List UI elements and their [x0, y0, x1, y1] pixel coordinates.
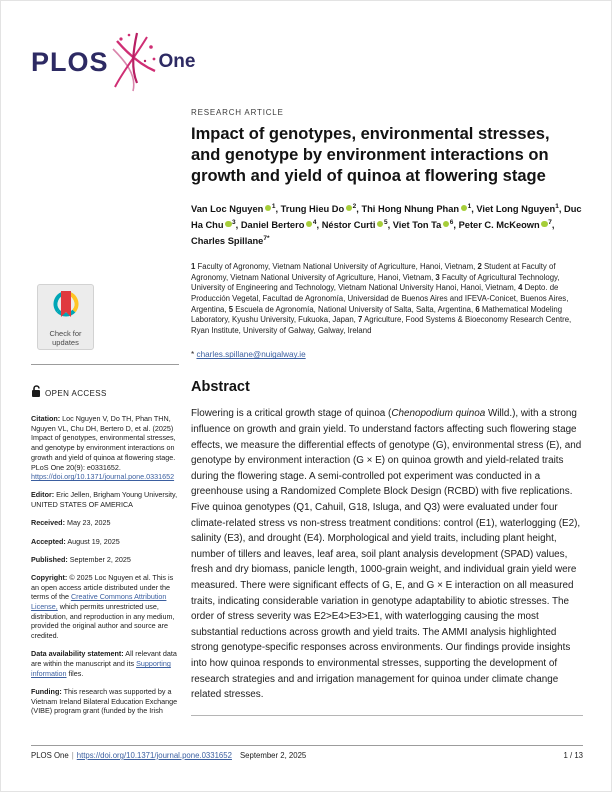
author-affiliation-superscript: 1 [467, 203, 472, 210]
check-for-updates-label: Check for updates [49, 329, 82, 347]
correspondence-line [191, 350, 583, 359]
data-availability-post: files. [66, 668, 84, 678]
logo-one-text: One [158, 51, 196, 72]
crossmark-icon [53, 291, 79, 326]
sidebar [31, 284, 179, 725]
author-list: Van Loc Nguyen $^1$, Trung Hieu Do $^2$, Thi Hong Nhung Phan $^1$, Viet Long Nguyen$^1$, Duc Ha Chu $^3$, Daniel Bertero $^4$, Néstor Curti $^5$, Viet Ton Ta $^6$, Peter C. McKeown $^7$, Charles Spillane$^{7*}$ [191, 203, 582, 247]
funding-text: This research was supported by a Vietnam Ireland Bilateral Education Exchange (VIBE) program grant (funded by the Irish [31, 686, 178, 716]
orcid-icon[interactable] [461, 205, 468, 212]
editor-block [31, 490, 179, 509]
correspondence-marker: * [191, 350, 195, 360]
citation-doi-link[interactable]: https://doi.org/10.1371/journal.pone.0331652 [31, 472, 175, 482]
author-affiliation-superscript: 2 [352, 203, 357, 210]
published-block [31, 555, 179, 565]
author-affiliation-superscript: 4 [312, 219, 317, 227]
affiliation-list: 1 Faculty of Agronomy, Vietnam National University of Agriculture, Hanoi, Vietnam, 2 Student at Faculty of Agronomy, Vietnam National University of Agriculture, Hanoi, Vietnam, 3 Faculty of Agricultural Technology, University of Engineering and Technology, Vietnam National University Hanoi, Hanoi, Vietnam, 4 Depto. de Producción Vegetal, Facultad de Agronomía, Universidad de Buenos Aires and IFEVA-Conicet, Buenos Aires, Argentina, 5 Escuela de Agronomía, National University of Salta, Salta, Argentina, 6 Mathematical Modeling Laboratory, Kyushu University, Fukuoka, Japan, 7 Agriculture, Food Systems & Bioeconomy Research Centre, Ryan Institute, University of Galway, Galway, Ireland [191, 262, 572, 335]
affiliation-number: 2 [477, 262, 482, 272]
funding-label: Funding: [31, 686, 62, 696]
author-name: Viet Long Nguyen [476, 204, 556, 215]
author-name: Duc Ha Chu [191, 204, 582, 231]
author-name: Peter C. McKeown [458, 220, 540, 231]
author-name: Thi Hong Nhung Phan [361, 204, 460, 215]
author-name: Charles Spillane [191, 236, 264, 247]
correspondence-email-link[interactable]: charles.spillane@nuigalway.ie [196, 350, 306, 360]
affiliation-number: 7 [358, 315, 363, 325]
data-availability-label: Data availability statement: [31, 649, 124, 659]
footer-left [31, 751, 306, 760]
data-availability-block [31, 649, 179, 678]
author-affiliation-superscript: 3 [232, 219, 236, 227]
affiliation-number: 6 [475, 304, 480, 314]
copyright-post: which permits unrestricted use, distribution, and reproduction in any medium, provided the original author and source are credited. [31, 602, 175, 641]
logo-plos-text: PLOS [31, 46, 109, 77]
received-block [31, 518, 179, 528]
orcid-icon[interactable] [306, 221, 313, 228]
abstract-heading: Abstract [191, 379, 250, 396]
author-name: Viet Ton Ta [392, 220, 442, 231]
received-label: Received: [31, 518, 65, 528]
affiliation-number: 3 [435, 272, 440, 282]
check-for-updates-badge[interactable] [37, 284, 94, 350]
affiliation-number: 1 [191, 262, 196, 272]
footer-date: September 2, 2025 [239, 751, 307, 760]
supporting-information-link[interactable]: Supporting information [31, 659, 171, 678]
affiliation-number: 5 [228, 304, 234, 314]
affiliation-number: 4 [518, 283, 523, 293]
author-name: Trung Hieu Do [280, 204, 345, 215]
author-affiliation-superscript: 7* [263, 235, 270, 243]
plos-one-logo [31, 31, 195, 93]
cc-license-link[interactable]: Creative Commons Attribution License, [31, 592, 167, 612]
author-affiliation-superscript: 6 [449, 219, 454, 227]
orcid-icon[interactable] [443, 221, 450, 228]
orcid-icon[interactable] [541, 221, 548, 228]
copyright-block [31, 573, 179, 641]
main-column [191, 108, 583, 716]
page-footer [31, 745, 583, 760]
plos-starburst-icon [107, 31, 159, 93]
abstract-segment: Willd.), with a strong influence on growth and grain yield. To understand factors affecting such flowering stage effects, we measure the differential effects of genotype (G), environmental stress (E), and genotype by environment interaction (G × E) on quinoa growth and yield-related traits during the flowering stage. A semi-controlled pot experiment was conducted in a greenhouse using a Randomized Complete Block Design (RCBD) with five replications. Five quinoa genotypes (Q1, Cahuil, G18, Isluga, and Q3) were evaluated under four climate-related stress vs non-stress treatment conditions: control (E1), waterlogging (E2), salinity (E3), and drought (E4). Morphological and yield traits, including plant height, number of tillers and leaves, leaf area, soil plant analysis development (SPAD) values, fresh and dry biomass, panicle length, 1000-grain weight, and individual grain yield were measured. There were significant effects of G, E, and G × E interaction on all measured traits, indicating considerable variation in genotype adaptability to abiotic stresses. The order of stress severity was E2>E4>E3>E1, with waterlogging causing the most substantial reductions across growth and yield traits. The AMMI analysis highlighted strong genotype-specific responses across environments. Our findings provide insights into how quinoa responds to environmental stresses, supporting the development of research strategies and and irrigation management for quinoa under climate change related stresses. [191, 408, 582, 701]
received-date: May 23, 2025 [66, 518, 111, 528]
citation-block [31, 414, 179, 482]
article-title: Impact of genotypes, environmental stresses, and genotype by environment interactions on growth and yield of quinoa at flowering stage [191, 125, 550, 185]
author-name: Van Loc Nguyen [191, 204, 264, 215]
published-date: September 2, 2025 [69, 554, 131, 564]
abstract-segment: Flowering is a critical growth stage of quinoa ( [191, 408, 392, 420]
editor-label: Editor: [31, 490, 55, 500]
data-availability-pre: All relevant data are within the manuscript and its [31, 649, 177, 669]
accepted-block [31, 537, 179, 547]
open-padlock-icon [31, 384, 41, 402]
abstract-text [191, 406, 583, 702]
author-affiliation-superscript: 1 [555, 203, 559, 210]
footer-doi-link[interactable]: https://doi.org/10.1371/journal.pone.0331652 [76, 751, 232, 760]
editor-text: Eric Jellen, Brigham Young University, UNITED STATES OF AMERICA [31, 490, 178, 510]
author-affiliation-superscript: 5 [383, 219, 388, 227]
author-name: Néstor Curti [321, 220, 376, 231]
sidebar-divider [31, 364, 179, 365]
orcid-icon[interactable] [225, 221, 232, 228]
author-affiliation-superscript: 1 [271, 203, 276, 210]
copyright-label: Copyright: [31, 572, 68, 582]
orcid-icon[interactable] [265, 205, 272, 212]
funding-block [31, 687, 179, 716]
accepted-date: August 19, 2025 [67, 536, 120, 546]
copyright-pre: © 2025 Loc Nguyen et al. This is an open access article distributed under the terms of the [31, 572, 174, 602]
abstract-species-italic: Chenopodium quinoa [391, 408, 486, 420]
footer-page-number: 1 / 13 [563, 751, 583, 760]
citation-text: Loc Nguyen V, Do TH, Phan THN, Nguyen VL, Chu DH, Bertero D, et al. (2025) Impact of genotypes, environmental stresses, and genotype by environment interactions on growth and yield of quinoa at flowering stage. PLoS One 20(9): e0331652. [31, 414, 176, 472]
citation-label: Citation: [31, 414, 61, 423]
accepted-label: Accepted: [31, 536, 66, 546]
open-access-row [31, 384, 179, 402]
author-affiliation-superscript: 7 [548, 219, 552, 227]
footer-separator: | [71, 751, 74, 760]
orcid-icon[interactable] [377, 221, 384, 228]
footer-journal-name: PLOS One [31, 751, 69, 760]
article-type-kicker: RESEARCH ARTICLE [191, 108, 284, 117]
open-access-label: OPEN ACCESS [45, 388, 107, 398]
abstract-divider [191, 715, 583, 716]
orcid-icon[interactable] [346, 205, 353, 212]
published-label: Published: [31, 554, 68, 564]
author-name: Daniel Bertero [240, 220, 305, 231]
